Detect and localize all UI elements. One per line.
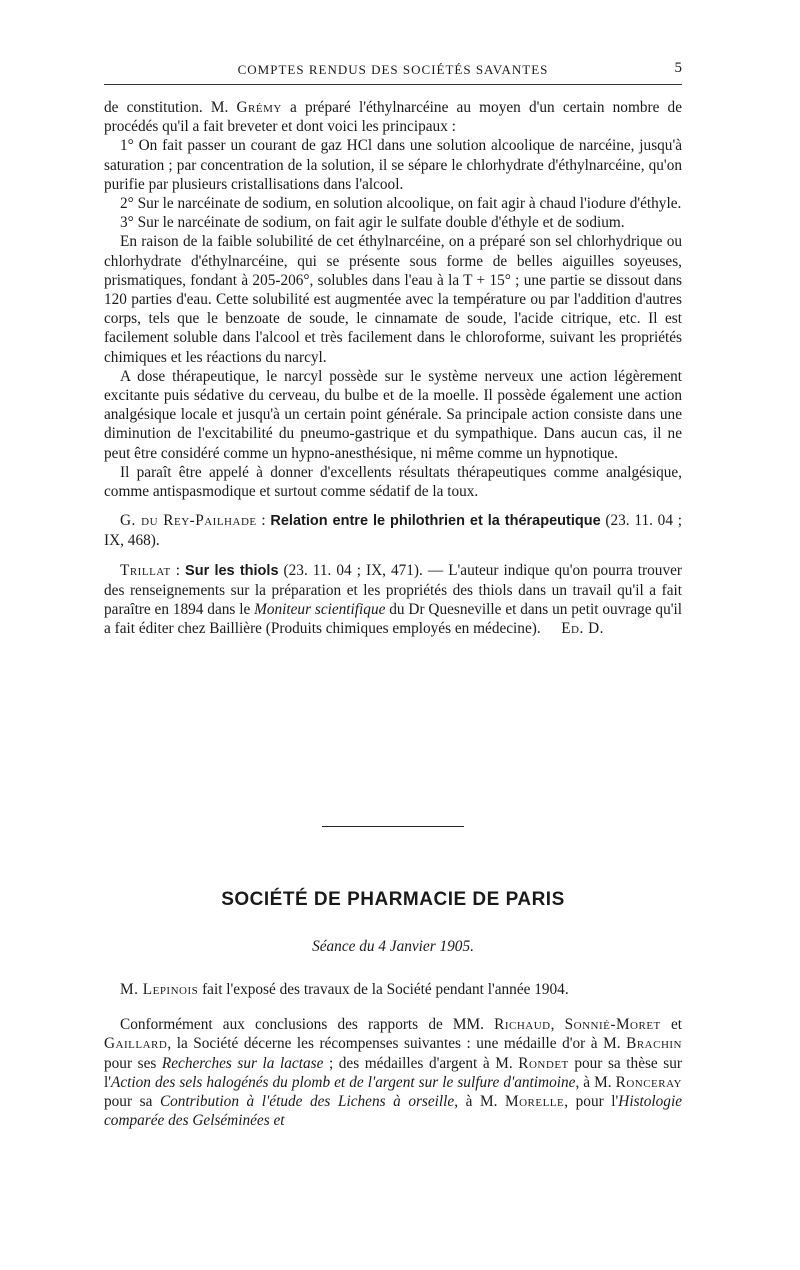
author-name: Richaud (494, 1016, 551, 1034)
reference-author: G. du Rey-Pailhade (120, 512, 257, 530)
text-span: ; des médailles d'argent à M. (323, 1054, 519, 1072)
journal-title: Moniteur scientifique (254, 601, 386, 619)
section-heading: SOCIÉTÉ DE PHARMACIE DE PARIS (221, 889, 565, 910)
running-header (104, 58, 682, 80)
paragraph: En raison de la faible solubilité de cet éthylnarcéine, on a préparé son sel chlorhydrique ou chlorhydrate d'éthylnarcéine, qui se présente sous forme de belles aiguilles soyeuses, prismatiques, fondant à 205-206°, solubles dans l'eau à la T + 15° ; une partie se dissout dans 120 parties d'eau. Cette solubilité est augmentée avec la température ou par l'addition d'autres corps, tels que le benzoate de soude, le cinnamate de soude, l'acide citrique, etc. Il est facilement soluble dans l'alcool et très facilement dans le chloroforme, suivant les propriétés chimiques et les réactions du narcyl. (104, 233, 682, 366)
paragraph: Il paraît être appelé à donner d'excellents résultats thérapeutiques comme analgésique, comme antispasmodique et surtout comme sédatif de la toux. (104, 463, 682, 501)
text-span: pour sa (104, 1093, 160, 1111)
text-span: : (170, 561, 186, 579)
reference-author: Trillat (120, 561, 171, 579)
article-body (104, 98, 682, 638)
text-span: de constitution. M. (104, 99, 237, 116)
text-span: Conformément aux conclusions des rapports de MM. (120, 1016, 495, 1034)
work-title: Contribution à l'étude des Lichens à orseille (159, 1093, 455, 1111)
text-span: , à M. (575, 1073, 616, 1091)
spacer (104, 999, 682, 1015)
text-span: fait l'exposé des travaux de la Société pendant l'année 1904. (198, 981, 569, 998)
running-title: COMPTES RENDUS DES SOCIÉTÉS SAVANTES (237, 62, 549, 77)
section-divider (322, 826, 464, 827)
author-name: Sonnié-Moret (564, 1016, 661, 1034)
text-span: pour sa thèse sur l' (104, 1054, 683, 1091)
paragraph: A dose thérapeutique, le narcyl possède sur le système nerveux une action légèrement excitante puis sédative du cerveau, du bulbe et de la moelle. Il possède également une action analgésique locale et jusqu'à un certain point générale. Sa principale action consiste dans une diminution de l'excitabilité du pneumo-gastrique et du sympathique. Dans aucun cas, il ne peut être considéré comme un hypno-anesthésique, ni même comme un hypnotique. (104, 367, 682, 462)
text-span: , la Société décerne les récompenses suivantes : une médaille d'or à M. (167, 1035, 627, 1053)
author-name: Ronceray (615, 1073, 682, 1091)
paragraph (104, 980, 682, 999)
signature: Ed. D. (561, 620, 604, 638)
reference-title: Sur les thiols (185, 562, 279, 579)
paragraph: 2° Sur le narcéinate de sodium, en solution alcoolique, on fait agir à chaud l'iodure d'éthyle. (120, 195, 682, 213)
work-title: Action des sels halogénés du plomb et de l'argent sur le sulfure d'antimoine (111, 1073, 576, 1091)
text-span: (23. 11. 04 ; IX, 471). — L'auteur indique qu'on pourra trouver des renseignements sur la préparation et les propriétés des thiols dans un travail qu'il a fait paraître en 1894 dans le (104, 561, 682, 619)
text-span: : (256, 512, 271, 530)
reference-title: Relation entre le philothrien et la thérapeutique (270, 513, 601, 530)
text-span: et (660, 1016, 682, 1034)
text-span: du Dr Quesneville et dans un petit ouvrage qu'il a fait éditer chez Baillière (Produits chimiques employés en médecine). (104, 601, 682, 638)
paragraph (104, 98, 682, 136)
author-name: M. Lepinois (120, 981, 199, 998)
page-number: 5 (674, 60, 682, 76)
text-span: , pour l' (564, 1093, 619, 1111)
work-title: Histologie comparée des Gelséminées et (104, 1093, 683, 1130)
author-name: Brachin (626, 1035, 682, 1053)
paragraph (104, 1015, 682, 1130)
author-name: Grémy (236, 99, 282, 116)
paragraph: 3° Sur le narcéinate de sodium, on fait agir le sulfate double d'éthyle et de sodium. (120, 214, 625, 232)
header-rule (104, 84, 682, 85)
work-title: Recherches sur la lactase (161, 1054, 324, 1072)
reference-entry (104, 511, 682, 550)
text-span: pour ses (104, 1054, 162, 1072)
reference-citation: (23. 11. 04 ; IX, 468). (104, 512, 682, 550)
paragraph: 1° On fait passer un courant de gaz HCl dans une solution alcoolique de narcéine, jusqu'à saturation ; par concentration de la solution, il se sépare le chlorhydrate d'éthylnarcéine, qu'on purifie par plusieurs cristallisations dans l'alcool. (104, 137, 682, 193)
session-date: Séance du 4 Janvier 1905. (312, 938, 474, 955)
reference-entry (104, 561, 682, 639)
section-body (104, 980, 682, 1130)
text-span: , à M. (454, 1093, 505, 1111)
author-name: Rondet (518, 1054, 569, 1072)
author-name: Gaillard (104, 1035, 168, 1053)
text-span: a préparé l'éthylnarcéine au moyen d'un certain nombre de procédés qu'il a fait breveter et dont voici les principaux : (104, 99, 682, 136)
author-name: Morelle (504, 1093, 565, 1111)
text-span: , (550, 1016, 565, 1034)
